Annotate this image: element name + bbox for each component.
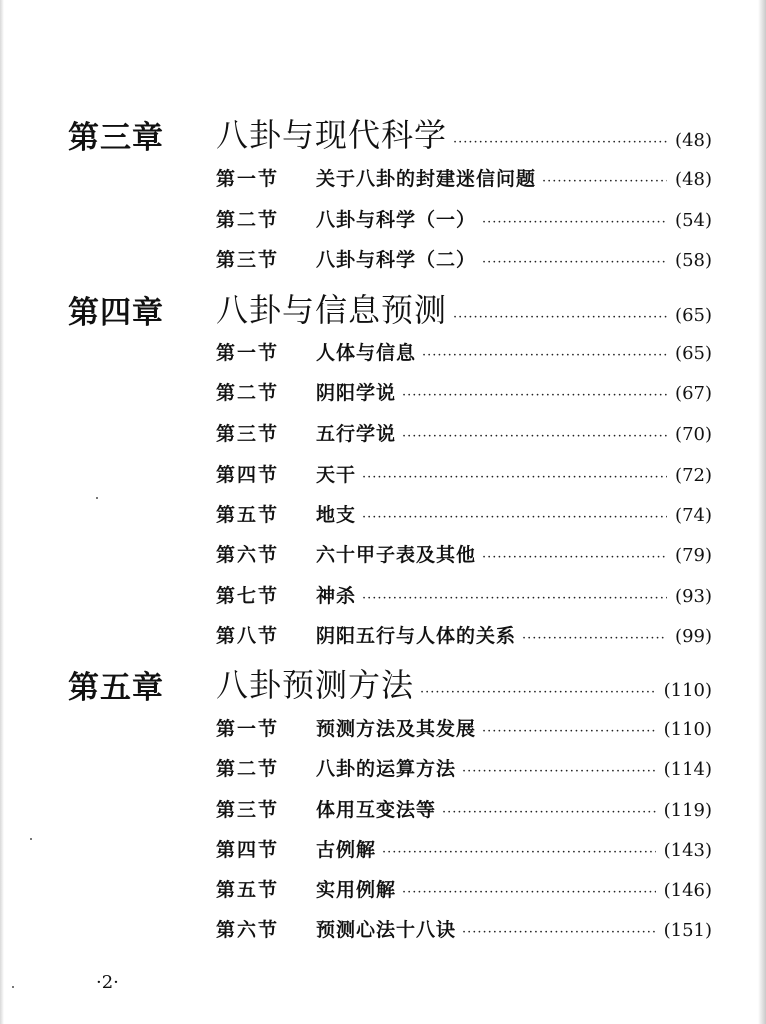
section-entry[interactable]: [216, 500, 712, 527]
section-entry[interactable]: [216, 875, 712, 902]
page-number: (119): [663, 800, 712, 821]
section-entry[interactable]: [216, 205, 712, 232]
section-number: 第四节: [216, 839, 280, 861]
section-entry[interactable]: [216, 164, 712, 191]
section-entry[interactable]: [216, 754, 712, 781]
folio-page-number: ·2·: [96, 972, 119, 993]
section-entry[interactable]: [216, 915, 712, 942]
section-number: 第六节: [216, 544, 280, 566]
dot-leader: [462, 925, 656, 940]
section-title: 五行学说: [316, 423, 397, 445]
page-number: (74): [675, 505, 712, 526]
section-number: 第三节: [216, 249, 280, 271]
section-entry[interactable]: [216, 245, 712, 272]
page-number: (79): [675, 545, 712, 566]
section-number: 第二节: [216, 209, 280, 231]
section-title: 地支: [316, 504, 357, 526]
dot-leader: [422, 348, 667, 363]
section-number: 第一节: [216, 168, 280, 190]
section-title: 实用例解: [316, 879, 397, 901]
section-number: 第四节: [216, 464, 280, 486]
dot-leader: [482, 215, 667, 230]
section-title: 八卦的运算方法: [316, 758, 457, 780]
section-number: 第一节: [216, 342, 280, 364]
page-number: (65): [675, 305, 712, 326]
section-number: 第三节: [216, 423, 280, 445]
page-number: (93): [675, 586, 712, 607]
page-number: (48): [675, 169, 712, 190]
section-title: 六十甲子表及其他: [316, 544, 477, 566]
scan-speck: [96, 497, 98, 499]
section-title: 八卦与科学（二）: [316, 249, 477, 271]
page-number: (48): [675, 130, 712, 151]
chapter-number: 第三章: [68, 120, 164, 156]
page-number: (110): [663, 680, 712, 701]
section-title: 阴阳五行与人体的关系: [316, 625, 517, 647]
page-number: (143): [663, 840, 712, 861]
section-title: 关于八卦的封建迷信问题: [316, 168, 537, 190]
section-entry[interactable]: [216, 835, 712, 862]
dot-leader: [462, 764, 656, 779]
dot-leader: [420, 685, 656, 700]
dot-leader: [362, 470, 667, 485]
page-number: (70): [675, 424, 712, 445]
section-entry[interactable]: [216, 621, 712, 648]
page-number: (146): [663, 880, 712, 901]
chapter-title: 八卦与现代科学: [216, 116, 448, 154]
dot-leader: [402, 885, 656, 900]
section-entry[interactable]: [216, 338, 712, 365]
page-number: (114): [663, 759, 712, 780]
section-entry[interactable]: [216, 378, 712, 405]
dot-leader: [482, 724, 656, 739]
chapter-entry[interactable]: [216, 285, 712, 331]
page-number: (65): [675, 343, 712, 364]
chapter-number: 第五章: [68, 670, 164, 706]
page-edge-right: [758, 0, 766, 1024]
chapter-title: 八卦预测方法: [216, 666, 415, 704]
section-number: 第一节: [216, 718, 280, 740]
dot-leader: [453, 310, 667, 325]
section-title: 神杀: [316, 585, 357, 607]
page-edge-left: [0, 0, 4, 1024]
section-number: 第六节: [216, 919, 280, 941]
section-entry[interactable]: [216, 795, 712, 822]
section-entry[interactable]: [216, 460, 712, 487]
section-number: 第三节: [216, 799, 280, 821]
section-number: 第七节: [216, 585, 280, 607]
scan-speck: [12, 986, 14, 988]
section-number: 第五节: [216, 504, 280, 526]
chapter-title: 八卦与信息预测: [216, 291, 448, 329]
dot-leader: [542, 174, 667, 189]
section-entry[interactable]: [216, 581, 712, 608]
dot-leader: [362, 591, 667, 606]
section-number: 第二节: [216, 758, 280, 780]
section-title: 阴阳学说: [316, 382, 397, 404]
dot-leader: [442, 805, 656, 820]
dot-leader: [402, 388, 667, 403]
section-number: 第五节: [216, 879, 280, 901]
chapter-number: 第四章: [68, 295, 164, 331]
dot-leader: [522, 631, 667, 646]
page-number: (72): [675, 465, 712, 486]
section-number: 第八节: [216, 625, 280, 647]
page-number: (151): [663, 920, 712, 941]
chapter-entry[interactable]: [216, 110, 712, 156]
section-title: 预测方法及其发展: [316, 718, 477, 740]
scan-speck: [30, 838, 32, 840]
dot-leader: [482, 255, 667, 270]
section-title: 人体与信息: [316, 342, 417, 364]
section-number: 第二节: [216, 382, 280, 404]
section-title: 体用互变法等: [316, 799, 437, 821]
dot-leader: [402, 429, 667, 444]
dot-leader: [362, 510, 667, 525]
dot-leader: [382, 845, 656, 860]
section-entry[interactable]: [216, 540, 712, 567]
page-number: (99): [675, 626, 712, 647]
section-title: 八卦与科学（一）: [316, 209, 477, 231]
section-title: 天干: [316, 464, 357, 486]
page-number: (58): [675, 250, 712, 271]
page-number: (67): [675, 383, 712, 404]
section-title: 古例解: [316, 839, 377, 861]
dot-leader: [453, 135, 667, 150]
dot-leader: [482, 550, 667, 565]
section-entry[interactable]: [216, 419, 712, 446]
page-number: (54): [675, 210, 712, 231]
chapter-entry[interactable]: [216, 660, 712, 706]
page-number: (110): [663, 719, 712, 740]
section-title: 预测心法十八诀: [316, 919, 457, 941]
section-entry[interactable]: [216, 714, 712, 741]
